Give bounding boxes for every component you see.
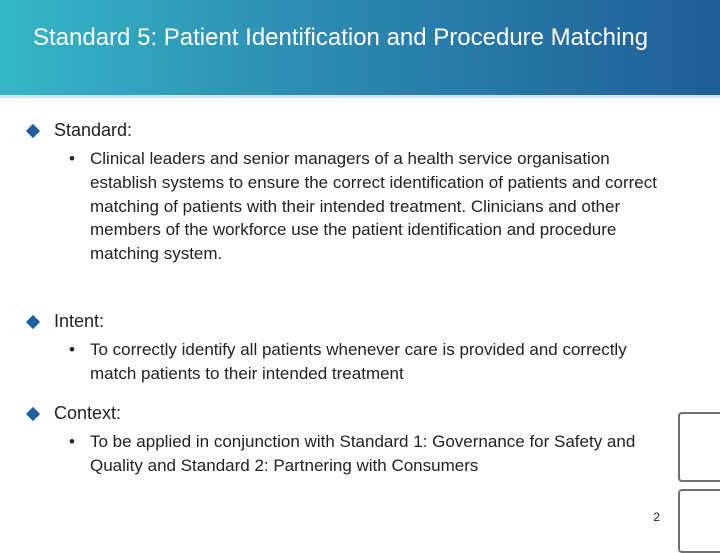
bullet-row	[0, 309, 720, 333]
sub-bullet	[69, 430, 660, 478]
decorative-box	[678, 489, 720, 553]
section-intent	[0, 309, 720, 386]
section-context	[0, 401, 720, 478]
diamond-bullet-icon	[26, 315, 40, 329]
diamond-bullet-icon	[26, 124, 40, 138]
section-standard	[0, 118, 720, 266]
sub-bullet-text: To correctly identify all patients whenever care is provided and correctly match patients to their intended treatment	[90, 340, 627, 383]
sub-bullet	[69, 338, 660, 386]
bullet-row	[0, 401, 720, 425]
page-number: 2	[653, 510, 660, 524]
sub-bullet-text: To be applied in conjunction with Standard 1: Governance for Safety and Quality and Standard 2: Partnering with Consumers	[90, 432, 636, 475]
dot-bullet-icon: •	[69, 340, 75, 359]
diamond-bullet-icon	[26, 407, 40, 421]
dot-bullet-icon: •	[69, 432, 75, 451]
section-heading: Context:	[54, 403, 122, 423]
section-heading: Standard:	[54, 120, 133, 140]
bullet-row	[0, 118, 720, 142]
sub-bullet	[69, 147, 660, 266]
section-heading: Intent:	[54, 311, 105, 331]
title-divider	[0, 95, 720, 98]
slide-title: Standard 5: Patient Identification and Procedure Matching	[33, 24, 649, 51]
dot-bullet-icon: •	[69, 149, 75, 168]
sub-bullet-text: Clinical leaders and senior managers of a health service organisation establish systems to ensure the correct identification of patients and correct matching of patients with their intended treatment. Clinicians and other members of the workforce use the patient identification and procedure matching system.	[90, 149, 657, 264]
title-bar	[0, 0, 720, 95]
decorative-box	[678, 412, 720, 482]
